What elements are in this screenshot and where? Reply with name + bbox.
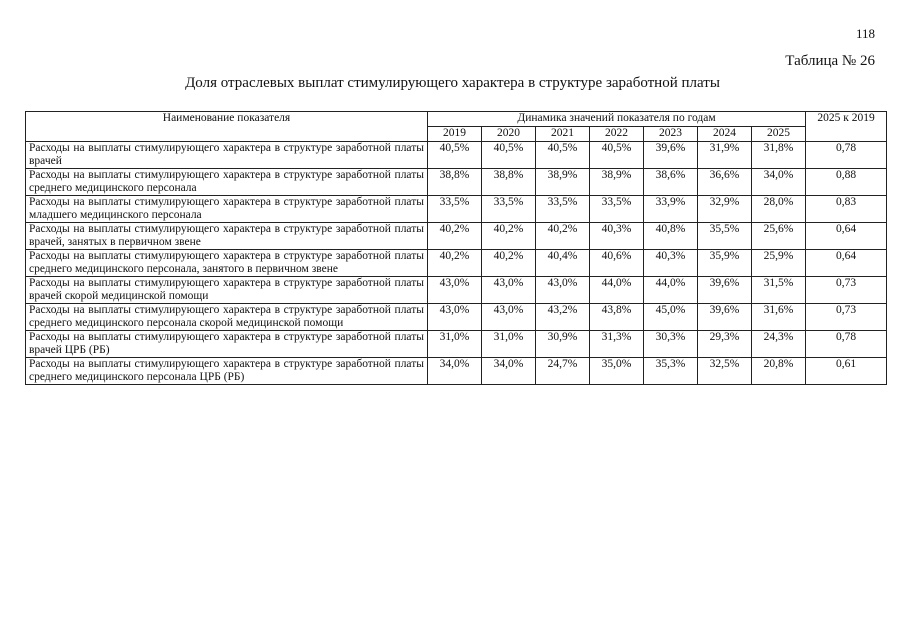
value-cell: 33,5%	[428, 196, 482, 223]
value-cell: 38,9%	[590, 169, 644, 196]
value-cell: 30,3%	[644, 331, 698, 358]
table-row	[26, 358, 887, 385]
indicator-label: Расходы на выплаты стимулирующего характера в структуре заработной платы младшего медицинского персонала	[26, 196, 428, 223]
value-cell: 25,6%	[752, 223, 806, 250]
value-cell: 35,5%	[698, 223, 752, 250]
table-row	[26, 277, 887, 304]
indicator-label: Расходы на выплаты стимулирующего характера в структуре заработной платы врачей, занятых в первичном звене	[26, 223, 428, 250]
table-row	[26, 250, 887, 277]
value-cell: 45,0%	[644, 304, 698, 331]
value-cell: 30,9%	[536, 331, 590, 358]
value-cell: 35,0%	[590, 358, 644, 385]
value-cell: 31,0%	[482, 331, 536, 358]
header-year: 2021	[536, 127, 590, 142]
indicator-label: Расходы на выплаты стимулирующего характера в структуре заработной платы среднего медицинского персонала, занятого в первичном звене	[26, 250, 428, 277]
table-row	[26, 169, 887, 196]
ratio-cell: 0,78	[806, 331, 887, 358]
header-year: 2019	[428, 127, 482, 142]
ratio-cell: 0,64	[806, 223, 887, 250]
value-cell: 38,8%	[428, 169, 482, 196]
ratio-cell: 0,64	[806, 250, 887, 277]
value-cell: 31,6%	[752, 304, 806, 331]
value-cell: 40,2%	[428, 223, 482, 250]
table-row	[26, 142, 887, 169]
value-cell: 40,5%	[428, 142, 482, 169]
value-cell: 28,0%	[752, 196, 806, 223]
value-cell: 40,6%	[590, 250, 644, 277]
value-cell: 35,3%	[644, 358, 698, 385]
value-cell: 40,2%	[482, 250, 536, 277]
indicator-label: Расходы на выплаты стимулирующего характера в структуре заработной платы врачей ЦРБ (РБ)	[26, 331, 428, 358]
indicator-label: Расходы на выплаты стимулирующего характера в структуре заработной платы среднего медицинского персонала	[26, 169, 428, 196]
value-cell: 40,4%	[536, 250, 590, 277]
ratio-cell: 0,73	[806, 277, 887, 304]
table-number: Таблица № 26	[785, 53, 875, 69]
value-cell: 40,2%	[536, 223, 590, 250]
value-cell: 36,6%	[698, 169, 752, 196]
indicator-label: Расходы на выплаты стимулирующего характера в структуре заработной платы врачей скорой медицинской помощи	[26, 277, 428, 304]
value-cell: 43,0%	[536, 277, 590, 304]
value-cell: 43,8%	[590, 304, 644, 331]
value-cell: 35,9%	[698, 250, 752, 277]
ratio-cell: 0,83	[806, 196, 887, 223]
value-cell: 38,8%	[482, 169, 536, 196]
header-year: 2023	[644, 127, 698, 142]
value-cell: 38,6%	[644, 169, 698, 196]
ratio-cell: 0,73	[806, 304, 887, 331]
value-cell: 29,3%	[698, 331, 752, 358]
value-cell: 34,0%	[752, 169, 806, 196]
table-body	[26, 142, 887, 385]
value-cell: 44,0%	[644, 277, 698, 304]
value-cell: 40,3%	[590, 223, 644, 250]
value-cell: 31,0%	[428, 331, 482, 358]
value-cell: 40,5%	[590, 142, 644, 169]
value-cell: 25,9%	[752, 250, 806, 277]
value-cell: 44,0%	[590, 277, 644, 304]
value-cell: 24,3%	[752, 331, 806, 358]
page-number: 118	[855, 26, 875, 41]
value-cell: 24,7%	[536, 358, 590, 385]
value-cell: 39,6%	[698, 304, 752, 331]
value-cell: 33,5%	[536, 196, 590, 223]
ratio-cell: 0,61	[806, 358, 887, 385]
value-cell: 38,9%	[536, 169, 590, 196]
indicator-label: Расходы на выплаты стимулирующего характера в структуре заработной платы врачей	[26, 142, 428, 169]
value-cell: 40,5%	[482, 142, 536, 169]
value-cell: 39,6%	[644, 142, 698, 169]
header-year: 2022	[590, 127, 644, 142]
value-cell: 33,5%	[482, 196, 536, 223]
indicator-label: Расходы на выплаты стимулирующего характера в структуре заработной платы среднего медицинского персонала ЦРБ (РБ)	[26, 358, 428, 385]
header-year: 2024	[698, 127, 752, 142]
value-cell: 43,0%	[428, 304, 482, 331]
header-indicator-name: Наименование показателя	[26, 112, 428, 142]
indicator-table	[25, 111, 887, 385]
value-cell: 40,2%	[482, 223, 536, 250]
value-cell: 31,5%	[752, 277, 806, 304]
value-cell: 31,3%	[590, 331, 644, 358]
table-row	[26, 223, 887, 250]
value-cell: 34,0%	[428, 358, 482, 385]
value-cell: 43,0%	[482, 277, 536, 304]
value-cell: 33,5%	[590, 196, 644, 223]
value-cell: 43,2%	[536, 304, 590, 331]
value-cell: 31,9%	[698, 142, 752, 169]
value-cell: 39,6%	[698, 277, 752, 304]
value-cell: 20,8%	[752, 358, 806, 385]
table-row	[26, 331, 887, 358]
header-dynamics: Динамика значений показателя по годам	[428, 112, 806, 127]
value-cell: 32,9%	[698, 196, 752, 223]
value-cell: 43,0%	[428, 277, 482, 304]
value-cell: 40,8%	[644, 223, 698, 250]
ratio-cell: 0,88	[806, 169, 887, 196]
ratio-cell: 0,78	[806, 142, 887, 169]
value-cell: 43,0%	[482, 304, 536, 331]
value-cell: 33,9%	[644, 196, 698, 223]
value-cell: 32,5%	[698, 358, 752, 385]
header-year: 2025	[752, 127, 806, 142]
header-ratio: 2025 к 2019	[806, 112, 887, 142]
header-year: 2020	[482, 127, 536, 142]
value-cell: 40,3%	[644, 250, 698, 277]
value-cell: 31,8%	[752, 142, 806, 169]
value-cell: 40,2%	[428, 250, 482, 277]
document-title: Доля отраслевых выплат стимулирующего характера в структуре заработной платы	[185, 75, 720, 91]
table-row	[26, 304, 887, 331]
indicator-label: Расходы на выплаты стимулирующего характера в структуре заработной платы среднего медицинского персонала скорой медицинской помощи	[26, 304, 428, 331]
value-cell: 34,0%	[482, 358, 536, 385]
value-cell: 40,5%	[536, 142, 590, 169]
table-row	[26, 196, 887, 223]
